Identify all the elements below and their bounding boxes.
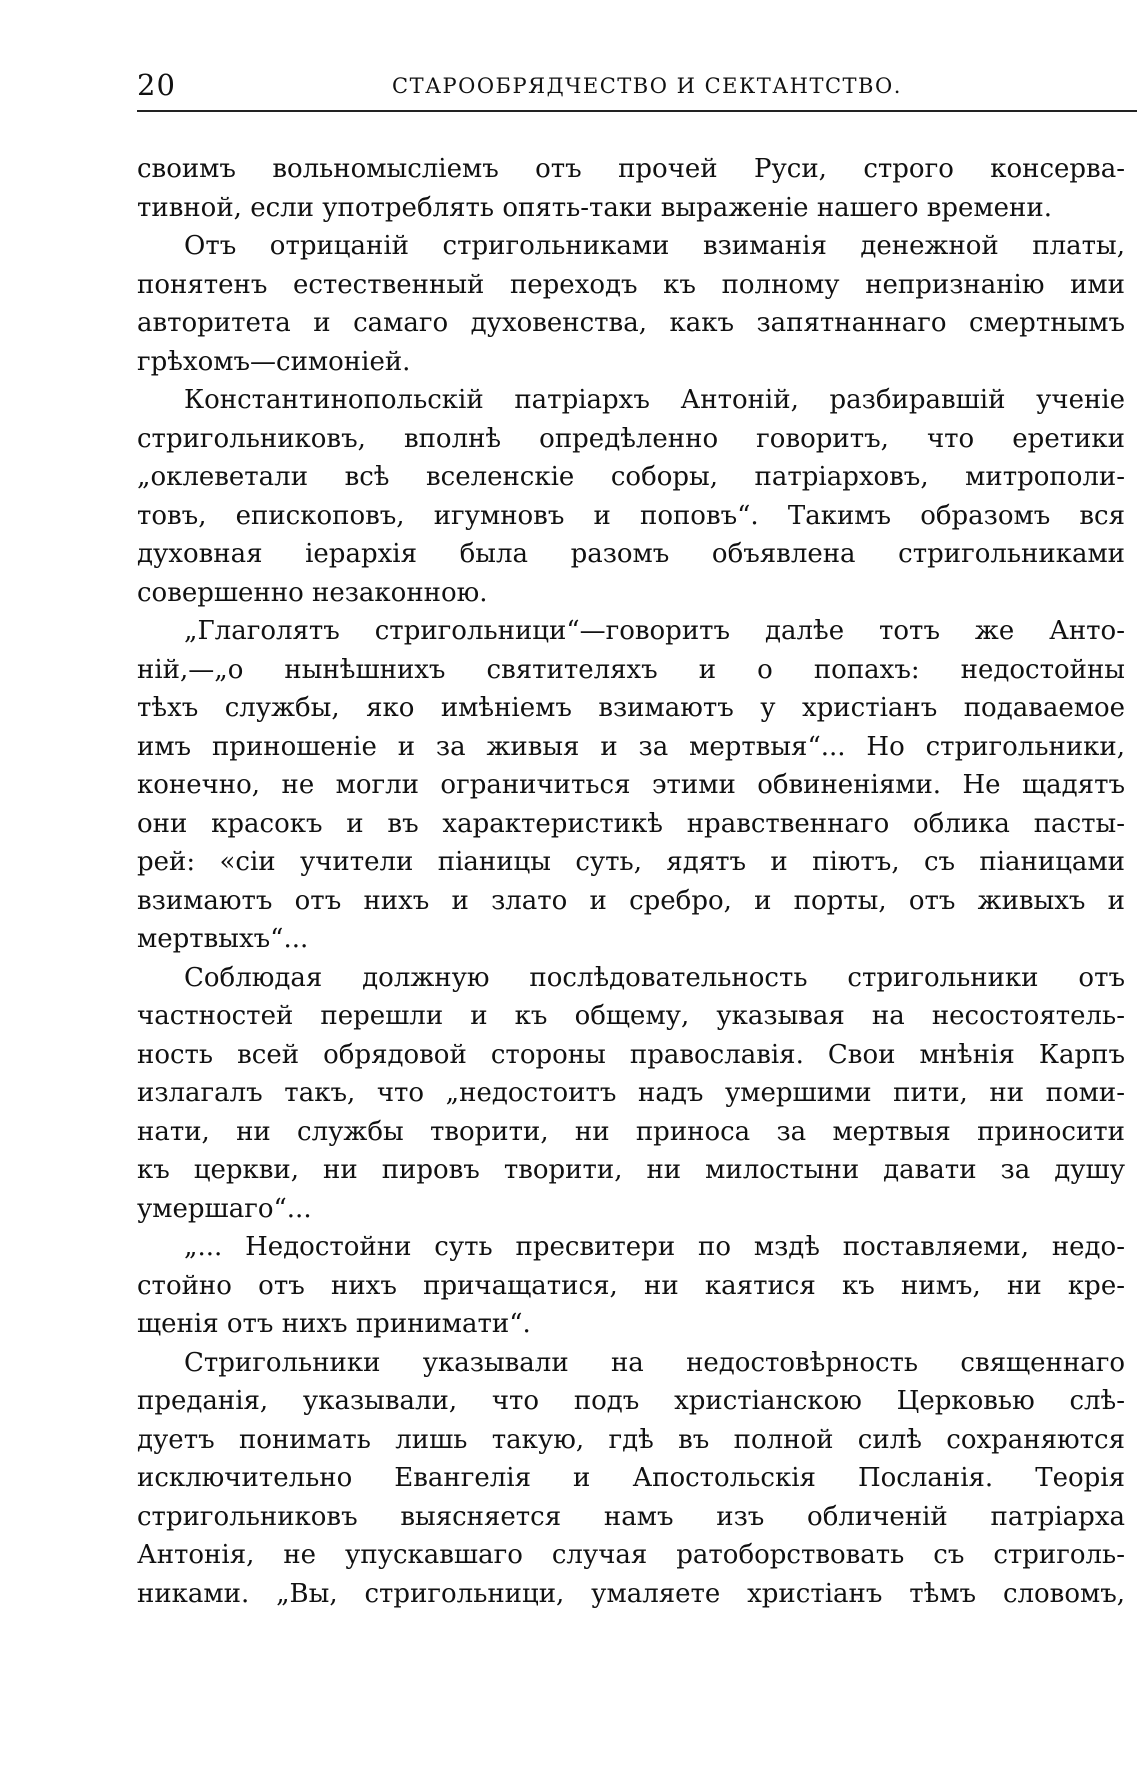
text-line: они красокъ и въ характеристикѣ нравственнаго облика пасты- <box>137 808 1125 839</box>
page-number: 20 <box>137 68 176 102</box>
text-line: понятенъ естественный переходъ къ полному непризнанію ими <box>137 269 1125 300</box>
text-line: Константинопольскій патріархъ Антоній, разбиравшій ученіе <box>184 385 1125 415</box>
text-line: имъ приношеніе и за живыя и за мертвыя“... Но стригольники, <box>137 731 1125 762</box>
text-line: никами. „Вы, стригольници, умаляете христіанъ тѣмъ словомъ, <box>137 1578 1125 1609</box>
text-line: щенія отъ нихъ принимати“. <box>137 1309 531 1339</box>
text-line: ность всей обрядовой стороны православія. Свои мнѣнія Карпъ <box>137 1039 1125 1070</box>
text-line: „оклеветали всѣ вселенскіе соборы, патріарховъ, митрополи- <box>137 462 1125 492</box>
running-title: СТАРООБРЯДЧЕСТВО И СЕКТАНТСТВО. <box>392 74 902 98</box>
text-line: конечно, не могли ограничиться этими обвиненіями. Не щадятъ <box>137 770 1125 800</box>
text-line: частностей перешли и къ общему, указывая на несостоятель- <box>137 1001 1125 1031</box>
text-line: „Глаголятъ стригольници“—говоритъ далѣе тотъ же Анто- <box>184 616 1125 646</box>
text-line: духовная іерархія была разомъ объявлена стригольниками <box>137 539 1125 569</box>
text-line: дуетъ понимать лишь такую, гдѣ въ полной силѣ сохраняются <box>137 1424 1125 1455</box>
text-line: умершаго“... <box>137 1193 312 1224</box>
text-line: грѣхомъ—симоніей. <box>137 346 411 377</box>
text-line: стойно отъ нихъ причащатися, ни каятися къ нимъ, ни кре- <box>137 1270 1125 1301</box>
header-rule <box>137 110 1137 112</box>
text-line: мертвыхъ“... <box>137 924 309 954</box>
text-line: тѣхъ службы, яко имѣніемъ взимаютъ у христіанъ подаваемое <box>137 693 1125 723</box>
text-line: Стригольники указывали на недостовѣрность священнаго <box>184 1347 1125 1378</box>
body-text <box>137 150 1125 1613</box>
text-line: къ церкви, ни пировъ творити, ни милостыни давати за душу <box>137 1155 1125 1185</box>
text-line: Отъ отрицаній стригольниками взиманія денежной платы, <box>184 231 1125 261</box>
text-line: взимаютъ отъ нихъ и злато и сребро, и порты, отъ живыхъ и <box>137 885 1125 916</box>
text-line: Соблюдая должную послѣдовательность стригольники отъ <box>184 962 1125 993</box>
text-line: преданія, указывали, что подъ христіанскою Церковью слѣ- <box>137 1386 1125 1416</box>
text-line: стригольниковъ, вполнѣ опредѣленно говоритъ, что еретики <box>137 423 1125 454</box>
text-line: товъ, епископовъ, игумновъ и поповъ“. Такимъ образомъ вся <box>137 500 1125 531</box>
text-line: рей: «сіи учители піаницы суть, ядятъ и піютъ, съ піаницами <box>137 847 1125 877</box>
text-line: стригольниковъ выясняется намъ изъ обличеній патріарха <box>137 1501 1125 1532</box>
text-line: излагалъ такъ, что „недостоитъ надъ умершими пити, ни поми- <box>137 1078 1125 1108</box>
text-line: ній,—„о нынѣшнихъ святителяхъ и о попахъ: недостойны <box>137 654 1125 685</box>
text-line: авторитета и самаго духовенства, какъ запятнаннаго смертнымъ <box>137 308 1125 338</box>
text-line: Антонія, не упускавшаго случая ратоборствовать съ стриголь- <box>137 1540 1125 1570</box>
page-header <box>137 64 1137 108</box>
text-line: своимъ вольномысліемъ отъ прочей Руси, строго консерва- <box>137 154 1125 184</box>
text-line: совершенно незаконною. <box>137 577 488 608</box>
text-line: исключительно Евангелія и Апостольскія Посланія. Теорія <box>137 1463 1125 1493</box>
text-line: тивной, если употреблять опять-таки выраженіе нашего времени. <box>137 192 1052 223</box>
text-line: „... Недостойни суть пресвитери по мздѣ поставляеми, недо- <box>184 1232 1125 1262</box>
text-line: нати, ни службы творити, ни приноса за мертвыя приносити <box>137 1116 1125 1147</box>
